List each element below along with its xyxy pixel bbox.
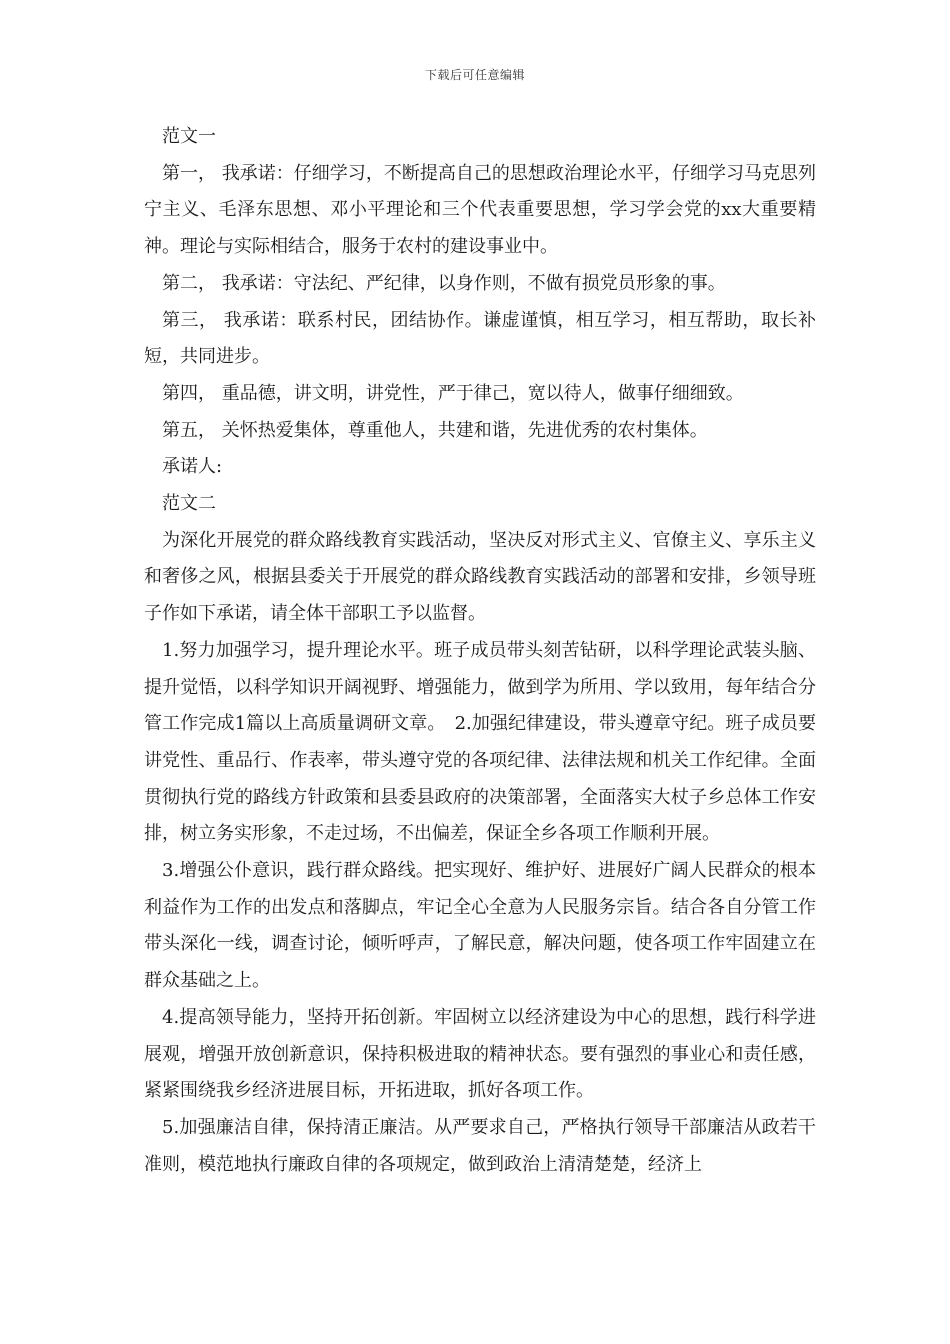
paragraph: 第二， 我承诺：守法纪、严纪律，以身作则，不做有损党员形象的事。 xyxy=(162,272,726,294)
paragraph: 3.增强公仆意识，践行群众路线。把实现好、维护好、进展好广阔人民群众的根本利益作为工作的出发点和落脚点，牢记全心全意为人民服务宗旨。结合各自分管工作带头深化一线，调查讨论，倾听呼声，了解民意，解决问题，使各项工作牢固建立在群众基础之上。 xyxy=(144,860,816,992)
paragraph: 第四， 重品德，讲文明，讲党性，严于律己，宽以待人，做事仔细细致。 xyxy=(162,382,744,404)
paragraph: 5.加强廉洁自律，保持清正廉洁。从严要求自己，严格执行领导干部廉洁从政若干准则，模范地执行廉政自律的各项规定，做到政治上清清楚楚，经济上 xyxy=(144,1116,816,1175)
paragraph: 第三， 我承诺：联系村民，团结协作。谦虚谨慎，相互学习，相互帮助，取长补短，共同进步。 xyxy=(144,309,816,368)
signature-line: 承诺人: xyxy=(162,456,223,478)
paragraph: 4.提高领导能力，坚持开拓创新。牢固树立以经济建设为中心的思想，践行科学进展观，增强开放创新意识，保持积极进取的精神状态。要有强烈的事业心和责任感，紧紧围绕我乡经济进展目标，开拓进取，抓好各项工作。 xyxy=(144,1006,816,1102)
document-body xyxy=(144,119,816,1183)
section-title-2: 范文二 xyxy=(162,493,216,515)
paragraph: 为深化开展党的群众路线教育实践活动，坚决反对形式主义、官僚主义、享乐主义和奢侈之风，根据县委关于开展党的群众路线教育实践活动的部署和安排，乡领导班子作如下承诺，请全体干部职工予以监督。 xyxy=(144,529,816,625)
paragraph: 1.努力加强学习，提升理论水平。班子成员带头刻苦钻研，以科学理论武装头脑、提升觉悟，以科学知识开阔视野、增强能力，做到学为所用、学以致用，每年结合分管工作完成1篇以上高质量调研文章。 2.加强纪律建设，带头遵章守纪。班子成员要讲党性、重品行、作表率，带头遵守党的各项纪律、法律法规和机关工作纪律。全面贯彻执行党的路线方针政策和县委县政府的决策部署，全面落实大杖子乡总体工作安排，树立务实形象，不走过场，不出偏差，保证全乡各项工作顺利开展。 xyxy=(144,639,816,845)
paragraph: 第五， 关怀热爱集体，尊重他人，共建和谐，先进优秀的农村集体。 xyxy=(162,419,708,441)
section-title-1: 范文一 xyxy=(162,126,216,147)
page-header-note: 下载后可任意编辑 xyxy=(424,68,525,82)
paragraph: 第一， 我承诺：仔细学习，不断提高自己的思想政治理论水平，仔细学习马克思列宁主义、毛泽东思想、邓小平理论和三个代表重要思想，学习学会党的xx大重要精神。理论与实际相结合，服务于农村的建设事业中。 xyxy=(144,162,816,258)
